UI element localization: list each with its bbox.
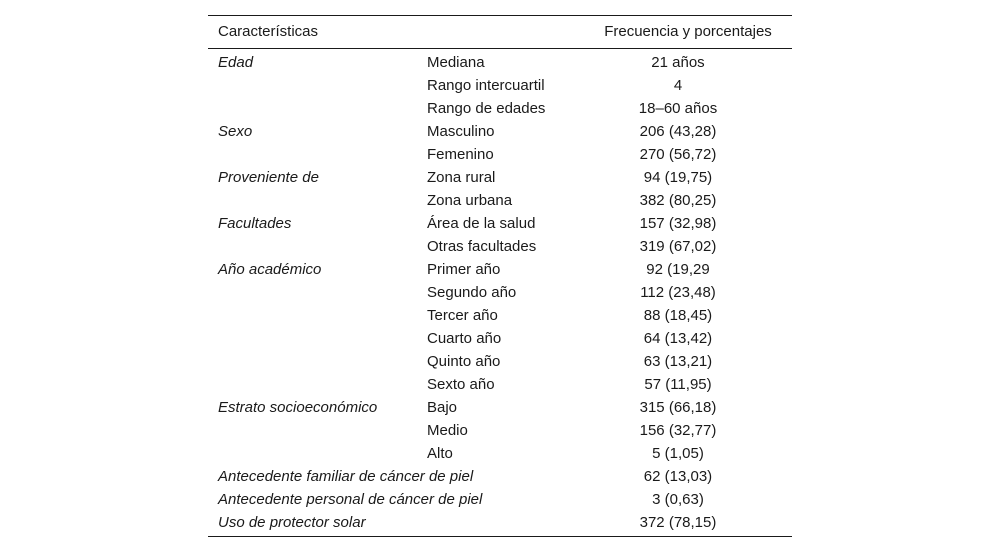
table-row <box>208 97 792 120</box>
row-value: 315 (66,18) <box>639 399 717 416</box>
row-value: 156 (32,77) <box>639 422 717 439</box>
table-row <box>208 281 792 304</box>
table-row <box>208 373 792 396</box>
row-subcategory: Alto <box>427 445 453 462</box>
row-category: Estrato socioeconómico <box>218 399 378 416</box>
table-row <box>208 235 792 258</box>
row-subcategory: Rango de edades <box>427 100 546 117</box>
table-row <box>208 51 792 74</box>
header-row <box>208 16 792 48</box>
row-value: 206 (43,28) <box>639 123 717 140</box>
table-row <box>208 212 792 235</box>
row-value: 372 (78,15) <box>639 514 717 531</box>
row-value: 64 (13,42) <box>643 330 713 347</box>
row-category: Uso de protector solar <box>218 514 366 531</box>
row-subcategory: Tercer año <box>427 307 498 324</box>
table-row <box>208 419 792 442</box>
row-subcategory: Bajo <box>427 399 458 416</box>
row-value: 21 años <box>651 54 705 71</box>
table-body <box>208 49 792 536</box>
row-category: Sexo <box>218 123 253 140</box>
table-row <box>208 304 792 327</box>
table-row <box>208 396 792 419</box>
row-value: 57 (11,95) <box>644 376 712 393</box>
table-row <box>208 327 792 350</box>
row-subcategory: Femenino <box>427 146 494 163</box>
table-row <box>208 120 792 143</box>
row-subcategory: Medio <box>427 422 468 439</box>
row-value: 157 (32,98) <box>639 215 717 232</box>
characteristics-table <box>208 15 792 537</box>
row-subcategory: Sexto año <box>427 376 495 393</box>
bottom-rule <box>208 536 792 537</box>
table-row <box>208 465 792 488</box>
table-row <box>208 488 792 511</box>
row-subcategory: Área de la salud <box>427 215 536 232</box>
table-row <box>208 143 792 166</box>
row-category: Proveniente de <box>218 169 319 186</box>
row-subcategory: Mediana <box>427 54 485 71</box>
row-subcategory: Primer año <box>427 261 501 278</box>
row-value: 5 (1,05) <box>652 445 704 462</box>
row-value: 270 (56,72) <box>639 146 717 163</box>
table-row <box>208 166 792 189</box>
row-category: Año académico <box>218 261 322 278</box>
row-subcategory: Cuarto año <box>427 330 502 347</box>
row-category: Antecedente familiar de cáncer de piel <box>218 468 474 485</box>
row-category: Edad <box>218 54 254 71</box>
row-value: 94 (19,75) <box>643 169 713 186</box>
row-value: 92 (19,29 <box>646 261 710 278</box>
row-value: 63 (13,21) <box>643 353 713 370</box>
header-frequency: Frecuencia y porcentajes <box>604 23 772 40</box>
row-category: Facultades <box>218 215 292 232</box>
row-value: 88 (18,45) <box>643 307 713 324</box>
header-characteristics: Características <box>218 23 319 40</box>
row-value: 319 (67,02) <box>639 238 717 255</box>
row-value: 4 <box>673 77 683 94</box>
table-row <box>208 258 792 281</box>
table-row <box>208 189 792 212</box>
row-value: 18–60 años <box>638 100 718 117</box>
row-subcategory: Masculino <box>427 123 495 140</box>
table-row <box>208 442 792 465</box>
row-subcategory: Quinto año <box>427 353 501 370</box>
row-subcategory: Otras facultades <box>427 238 537 255</box>
table-row <box>208 350 792 373</box>
table-row <box>208 511 792 534</box>
row-value: 3 (0,63) <box>652 491 704 508</box>
row-category: Antecedente personal de cáncer de piel <box>218 491 483 508</box>
row-subcategory: Zona urbana <box>427 192 513 209</box>
row-subcategory: Zona rural <box>427 169 496 186</box>
row-subcategory: Rango intercuartil <box>427 77 545 94</box>
row-value: 382 (80,25) <box>639 192 717 209</box>
row-value: 112 (23,48) <box>640 284 716 301</box>
row-value: 62 (13,03) <box>643 468 713 485</box>
table-row <box>208 74 792 97</box>
row-subcategory: Segundo año <box>427 284 517 301</box>
